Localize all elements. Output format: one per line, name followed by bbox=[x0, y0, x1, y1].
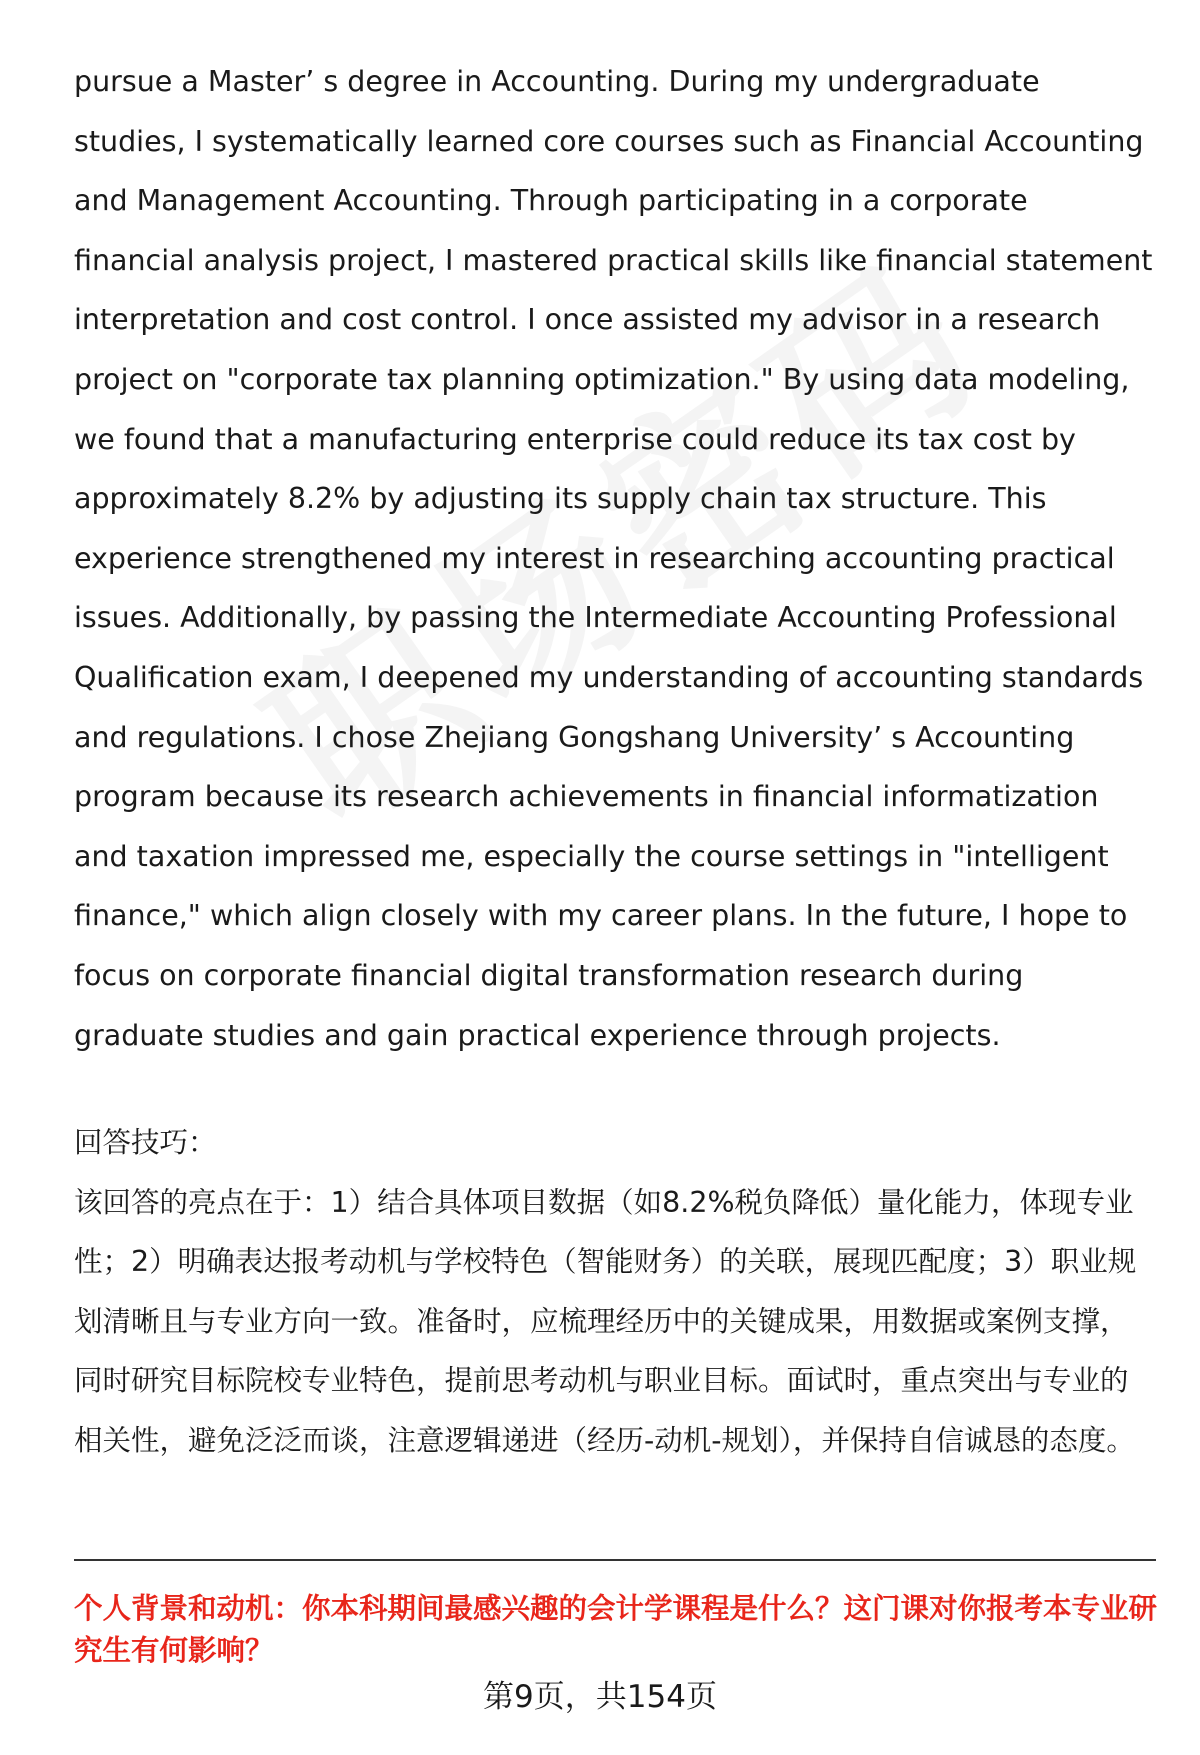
answer-paragraph: pursue a Master’ s degree in Accounting. During my undergraduate studies, I systematically learned core courses such as Financial Accounting and Management Accounting. Through participating in a corporate financial analysis project, I mastered practical skills like financial statement interpretation and cost control. I once assisted my advisor in a research project on "corporate tax planning optimization." By using data modeling, we found that a manufacturing enterprise could reduce its tax cost by approximately 8.2% by adjusting its supply chain tax structure. This experience strengthened my interest in researching accounting practical issues. Additionally, by passing the Intermediate Accounting Professional Qualification exam, I deepened my understanding of accounting standards and regulations. I chose Zhejiang Gongshang University’ s Accounting program because its research achievements in financial informatization and taxation impressed me, especially the course settings in "intelligent finance," which align closely with my career plans. In the future, I hope to focus on corporate financial digital transformation research during graduate studies and gain practical experience through projects. bbox=[74, 65, 1153, 1052]
page-number: 第9页，共154页 bbox=[483, 1679, 717, 1715]
document-body bbox=[74, 52, 1154, 1471]
tips-heading: 回答技巧： bbox=[74, 1126, 217, 1160]
tips-body: 该回答的亮点在于：1）结合具体项目数据（如8.2%税负降低）量化能力，体现专业性；2）明确表达报考动机与学校特色（智能财务）的关联，展现匹配度；3）职业规划清晰且与专业方向一致。准备时，应梳理经历中的关键成果，用数据或案例支撑，同时研究目标院校专业特色，提前思考动机与职业目标。面试时，重点突出与专业的相关性，避免泛泛而谈，注意逻辑递进（经历-动机-规划），并保持自信诚恳的态度。 bbox=[74, 1185, 1137, 1458]
next-question-heading: 个人背景和动机：你本科期间最感兴趣的会计学课程是什么？这门课对你报考本专业研究生有何影响？ bbox=[74, 1592, 1158, 1667]
section-divider bbox=[74, 1559, 1156, 1561]
